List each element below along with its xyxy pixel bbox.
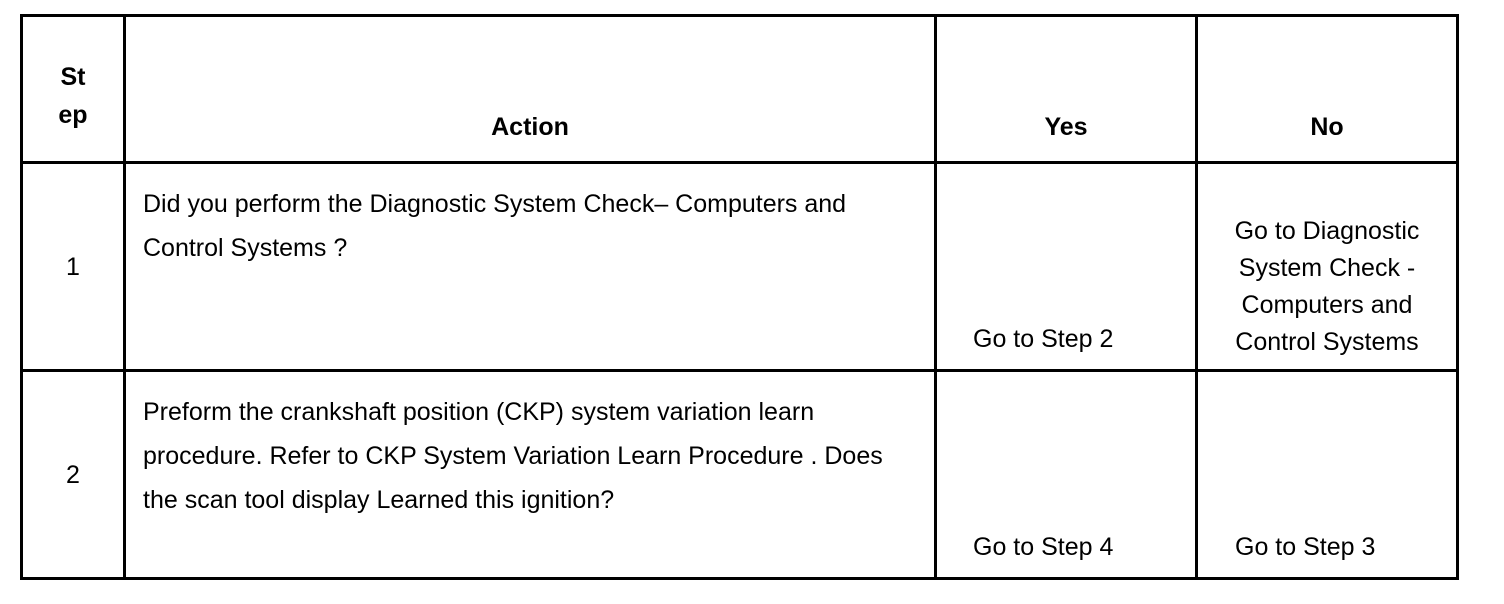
step-column-header: [22, 16, 125, 163]
table-header-row: [22, 16, 1458, 163]
step-header-label: Step: [58, 63, 88, 129]
no-outcome: Go to Diagnostic System Check - Computers and Control Systems: [1197, 163, 1458, 371]
yes-outcome: Go to Step 2: [936, 163, 1197, 371]
table-row: [22, 163, 1458, 371]
diagnostic-table: [20, 14, 1459, 580]
action-text: Preform the crankshaft position (CKP) system variation learn procedure. Refer to CKP System Variation Learn Procedure . Does the scan tool display Learned this ignition?: [125, 371, 936, 579]
yes-outcome: Go to Step 4: [936, 371, 1197, 579]
step-number: 1: [22, 163, 125, 371]
action-column-header: Action: [125, 16, 936, 163]
action-text: Did you perform the Diagnostic System Check– Computers and Control Systems ?: [125, 163, 936, 371]
no-column-header: No: [1197, 16, 1458, 163]
table-row: [22, 371, 1458, 579]
step-number: 2: [22, 371, 125, 579]
yes-column-header: Yes: [936, 16, 1197, 163]
no-outcome: Go to Step 3: [1197, 371, 1458, 579]
